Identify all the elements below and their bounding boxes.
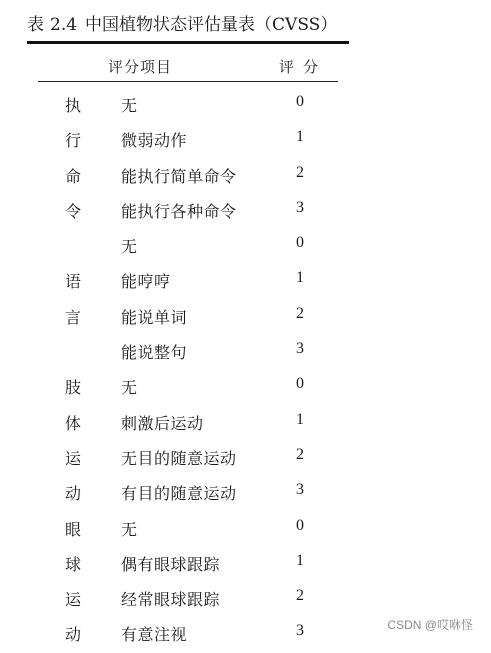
row-category: 语 [65,272,82,292]
row-score: 2 [296,445,304,463]
row-category: 令 [65,201,82,221]
table-row [0,229,491,264]
table-row [0,441,491,476]
table-row [0,476,491,511]
row-category: 球 [65,554,82,574]
table-row [0,88,491,123]
row-category: 眼 [65,519,82,539]
caption-label: 表 [27,15,44,35]
row-category: 运 [65,448,82,468]
row-item: 刺激后运动 [121,413,204,433]
row-item: 无目的随意运动 [121,448,237,468]
row-score: 3 [296,622,304,640]
row-score: 2 [296,163,304,181]
row-score: 0 [296,375,304,393]
row-score: 1 [296,269,304,287]
table-caption [27,14,337,36]
row-category: 动 [65,484,82,504]
row-score: 0 [296,234,304,252]
table-row [0,194,491,229]
row-item: 能执行简单命令 [121,166,237,186]
row-score: 1 [296,128,304,146]
caption-number: 2.4 [50,15,78,35]
row-score: 2 [296,587,304,605]
row-category: 体 [65,413,82,433]
header-score: 评分 [279,58,328,76]
row-score: 1 [296,410,304,428]
row-item: 无 [121,96,138,115]
row-category: 运 [65,590,82,610]
row-item: 无 [121,237,138,257]
table-row [0,582,491,617]
top-rule [27,41,349,44]
table-row [0,370,491,405]
row-category: 言 [65,307,82,327]
header-rule [38,81,338,82]
row-item: 能执行各种命令 [121,201,237,221]
row-score: 3 [296,340,304,358]
row-item: 能说单词 [121,307,188,327]
table-row [0,300,491,335]
row-item: 经常眼球跟踪 [121,590,221,610]
row-item: 无 [121,378,138,398]
caption-title: 中国植物状态评估量表（CVSS） [85,15,338,35]
table-row [0,264,491,299]
row-item: 能说整句 [121,343,188,363]
row-category: 行 [65,131,82,151]
row-category: 命 [65,166,82,186]
row-category: 动 [65,625,82,645]
row-item: 偶有眼球跟踪 [121,554,221,574]
row-item: 能哼哼 [121,272,171,292]
row-score: 0 [296,516,304,534]
row-score: 2 [296,304,304,322]
row-item: 有意注视 [121,625,188,645]
row-item: 无 [121,519,138,539]
watermark: CSDN @哎咻怪 [387,618,473,632]
table-header [0,56,491,78]
table-row [0,547,491,582]
table-row [0,406,491,441]
row-score: 1 [296,551,304,569]
table-row [0,512,491,547]
row-category: 肢 [65,378,82,398]
row-item: 有目的随意运动 [121,484,237,504]
row-category: 执 [65,96,82,115]
table-row [0,123,491,158]
header-item: 评分项目 [108,58,173,76]
table-body [0,88,491,653]
row-item: 微弱动作 [121,131,188,151]
row-score: 3 [296,198,304,216]
table-row [0,335,491,370]
row-score: 3 [296,481,304,499]
table-row [0,159,491,194]
row-score: 0 [296,93,304,110]
